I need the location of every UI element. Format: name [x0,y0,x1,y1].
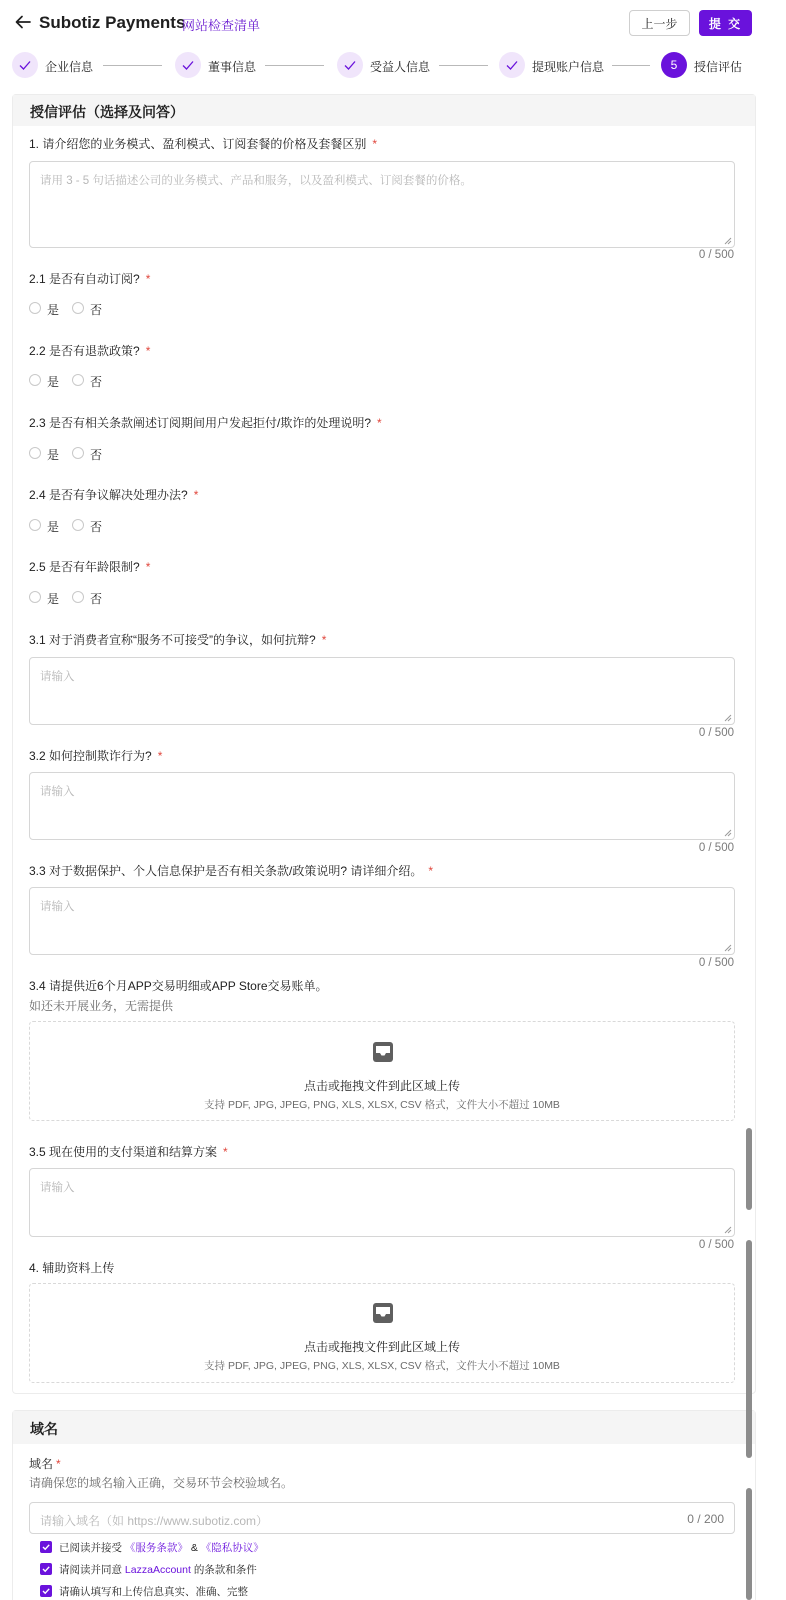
step-connector [265,65,324,66]
q2-5-no-radio[interactable] [72,591,84,603]
step-2-label[interactable]: 董事信息 [208,60,257,74]
q3-4-upload-hint: 支持 PDF, JPG, JPEG, PNG, XLS, XLSX, CSV 格式，文件大小不超过 10MB [204,1099,560,1111]
q3-5-char-count: 0 / 500 [698,1239,734,1251]
q2-1-yes-radio[interactable] [29,302,41,314]
q4-label: 4. 辅助资料上传 [29,1261,115,1275]
q2-3-yes-radio[interactable] [29,447,41,459]
q1-char-count: 0 / 500 [698,249,734,261]
q3-1-label: 3.1 对于消费者宣称“服务不可接受”的争议，如何抗辩? * [29,633,327,647]
step-3-check-icon [337,52,363,78]
q2-2-yes-radio[interactable] [29,374,41,386]
q2-5-yes-radio[interactable] [29,591,41,603]
q2-4-yes-label[interactable]: 是 [47,520,60,534]
submit-button[interactable]: 提 交 [699,10,752,36]
q3-3-label: 3.3 对于数据保护、个人信息保护是否有相关条款/政策说明? 请详细介绍。 * [29,864,434,878]
agreement-accuracy-text: 请确认填写和上传信息真实、准确、完整 [59,1586,248,1598]
step-connector [103,65,162,66]
q1-placeholder: 请用 3 - 5 句话描述公司的业务模式、产品和服务，以及盈利模式、订阅套餐的价格。 [40,175,472,187]
q2-3-yes-label[interactable]: 是 [47,448,60,462]
q2-3-label: 2.3 是否有相关条款阐述订阅期间用户发起拒付/欺诈的处理说明? * [29,416,382,430]
step-2-check-icon [175,52,201,78]
agreement-lazza-text: 请阅读并同意 LazzaAccount 的条款和条件 [59,1564,257,1576]
q2-3-no-label[interactable]: 否 [90,448,103,462]
resize-grip-icon[interactable] [724,944,732,952]
q2-4-label: 2.4 是否有争议解决处理办法? * [29,488,199,502]
q3-1-textarea[interactable] [29,657,735,725]
progress-steps [0,52,786,80]
q2-2-yes-label[interactable]: 是 [47,375,60,389]
q2-5-yes-label[interactable]: 是 [47,592,60,606]
q4-upload-hint: 支持 PDF, JPG, JPEG, PNG, XLS, XLSX, CSV 格式，文件大小不超过 10MB [204,1360,560,1372]
q2-3-no-radio[interactable] [72,447,84,459]
app-title: Subotiz Payments [39,13,186,32]
domain-input[interactable] [29,1502,735,1534]
checkbox-checked-icon[interactable] [40,1541,52,1553]
q3-5-label: 3.5 现在使用的支付渠道和结算方案 * [29,1145,228,1159]
step-1-label[interactable]: 企业信息 [45,60,94,74]
q2-2-no-label[interactable]: 否 [90,375,103,389]
resize-grip-icon[interactable] [724,714,732,722]
lazza-account-link[interactable]: LazzaAccount [124,1564,191,1576]
privacy-policy-link[interactable]: 《隐私协议》 [200,1542,264,1554]
step-5-label[interactable]: 授信评估 [694,60,743,74]
domain-placeholder: 请输入域名（如 https://www.subotiz.com） [40,1514,269,1528]
q3-4-upload-dropzone[interactable] [29,1021,735,1121]
inbox-tray-icon [371,1301,395,1325]
agreement-terms-text: 已阅读并接受 《服务条款》 & 《隐私协议》 [59,1542,264,1554]
resize-grip-icon[interactable] [724,829,732,837]
step-connector [439,65,488,66]
q2-4-no-radio[interactable] [72,519,84,531]
q3-1-char-count: 0 / 500 [698,727,734,739]
q3-5-placeholder: 请输入 [40,1182,75,1194]
q3-3-char-count: 0 / 500 [698,957,734,969]
q3-5-textarea[interactable] [29,1168,735,1237]
q3-1-placeholder: 请输入 [40,671,75,683]
checkbox-checked-icon[interactable] [40,1585,52,1597]
q3-2-label: 3.2 如何控制欺诈行为? * [29,749,163,763]
q3-4-label: 3.4 请提供近6个月APP交易明细或APP Store交易账单。 [29,979,328,993]
resize-grip-icon[interactable] [724,237,732,245]
step-4-label[interactable]: 提现账户信息 [532,60,605,74]
q3-3-textarea[interactable] [29,887,735,955]
q3-2-placeholder: 请输入 [40,786,75,798]
step-3-label[interactable]: 受益人信息 [370,60,431,74]
q2-4-yes-radio[interactable] [29,519,41,531]
step-1-check-icon [12,52,38,78]
step-5-number: 5 [661,52,687,78]
domain-field-label: 域名 * [29,1457,61,1471]
resize-grip-icon[interactable] [724,1226,732,1234]
q4-upload-title: 点击或拖拽文件到此区域上传 [303,1340,460,1354]
terms-of-service-link[interactable]: 《服务条款》 [124,1542,188,1554]
q3-2-char-count: 0 / 500 [698,842,734,854]
domain-char-count: 0 / 200 [687,1512,724,1526]
q2-5-label: 2.5 是否有年龄限制? * [29,560,151,574]
q4-upload-dropzone[interactable] [29,1283,735,1383]
scrollbar-thumb[interactable] [746,1240,752,1458]
q2-4-no-label[interactable]: 否 [90,520,103,534]
scrollbar-thumb[interactable] [746,1128,752,1210]
checklist-link[interactable]: 网站检查清单 [182,18,261,33]
domain-title: 域名 [30,1421,58,1437]
q1-textarea[interactable] [29,161,735,248]
credit-evaluation-title: 授信评估（选择及问答） [30,104,184,120]
checkbox-checked-icon[interactable] [40,1563,52,1575]
inbox-tray-icon [371,1040,395,1064]
step-4-check-icon [499,52,525,78]
q2-1-no-radio[interactable] [72,302,84,314]
q2-1-label: 2.1 是否有自动订阅? * [29,272,151,286]
back-arrow-icon[interactable] [14,13,32,31]
domain-hint: 请确保您的域名输入正确，交易环节会校验域名。 [29,1476,294,1490]
scrollbar-thumb[interactable] [746,1488,752,1600]
credit-evaluation-header [13,95,755,126]
q2-1-yes-label[interactable]: 是 [47,303,60,317]
q2-5-no-label[interactable]: 否 [90,592,103,606]
q3-4-hint: 如还未开展业务，无需提供 [29,999,174,1013]
domain-header [13,1411,755,1444]
q2-2-label: 2.2 是否有退款政策? * [29,344,151,358]
q3-2-textarea[interactable] [29,772,735,840]
q3-4-upload-title: 点击或拖拽文件到此区域上传 [303,1079,460,1093]
q2-2-no-radio[interactable] [72,374,84,386]
page-header [0,0,786,46]
q3-3-placeholder: 请输入 [40,901,75,913]
q2-1-no-label[interactable]: 否 [90,303,103,317]
prev-step-button[interactable]: 上一步 [629,10,690,36]
q1-label: 1. 请介绍您的业务模式、盈利模式、订阅套餐的价格及套餐区别 * [29,137,378,151]
step-connector [612,65,650,66]
